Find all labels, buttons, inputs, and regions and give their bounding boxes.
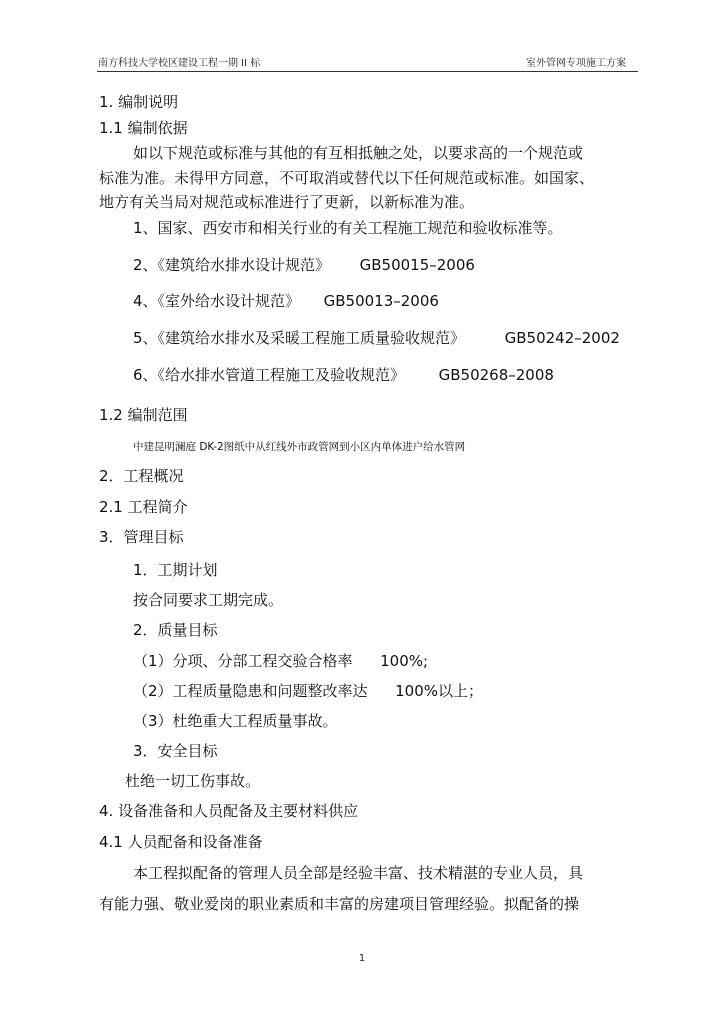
section-4-heading: 4. 设备准备和人员配备及主要材料供应 (99, 802, 359, 820)
paragraph-line: 如以下规范或标准与其他的有互相抵触之处，以要求高的一个规范或 (133, 144, 584, 162)
standard-name: 6、《给水排水管道工程施工及验收规范》 (133, 366, 406, 384)
list-item (133, 291, 439, 311)
scope-description: 中建昆明澜庭 DK-2图纸中从红线外市政管网到小区内单体进户给水管网 (133, 441, 466, 453)
subsection-heading: 2．质量目标 (133, 621, 218, 639)
header-document-title: 室外管网专项施工方案 (526, 58, 626, 69)
subsection-heading: 1．工期计划 (133, 561, 218, 579)
list-item (133, 255, 475, 275)
paragraph-line: 杜绝一切工伤事故。 (125, 772, 261, 790)
list-item (133, 681, 483, 701)
list-item (133, 328, 620, 348)
list-item: 1、国家、西安市和相关行业的有关工程施工规范和验收标准等。 (133, 219, 563, 237)
section-2-heading: 2．工程概况 (99, 467, 184, 485)
section-1-1-heading: 1.1 编制依据 (99, 119, 188, 137)
page-number: 1 (358, 953, 366, 964)
section-4-1-heading: 4.1 人员配备和设备准备 (99, 833, 263, 851)
standard-name: 5、《建筑给水排水及采暖工程施工质量验收规范》 (133, 329, 466, 347)
paragraph-line: 本工程拟配备的管理人员全部是经验丰富、技术精湛的专业人员，具 (133, 864, 584, 882)
standard-name: 4、《室外给水设计规范》 (133, 292, 301, 310)
header-rule (97, 71, 638, 72)
list-item (133, 651, 428, 671)
subsection-heading: 3．安全目标 (133, 742, 218, 760)
standard-name: 2、《建筑给水排水设计规范》 (133, 256, 331, 274)
standard-code: GB50015–2006 (359, 256, 475, 274)
header-project-title: 南方科技大学校区建设工程一期 II 标 (98, 58, 261, 69)
section-2-1-heading: 2.1 工程简介 (99, 498, 188, 516)
standard-code: GB50268–2008 (438, 366, 554, 384)
list-item (133, 365, 554, 385)
section-1-heading: 1. 编制说明 (99, 93, 179, 111)
section-1-2-heading: 1.2 编制范围 (99, 406, 188, 424)
standard-code: GB50013–2006 (323, 292, 439, 310)
paragraph-line: 按合同要求工期完成。 (133, 591, 284, 609)
list-item-value: 100%以上； (395, 682, 483, 700)
standard-code: GB50242–2002 (504, 329, 620, 347)
list-item-text: （1）分项、分部工程交验合格率 (133, 652, 353, 670)
list-item: （3）杜绝重大工程质量事故。 (133, 712, 338, 730)
paragraph-line: 标准为准。未得甲方同意，不可取消或替代以下任何规范或标准。如国家、 (99, 169, 595, 187)
list-item-value: 100%; (380, 652, 429, 670)
paragraph-line: 地方有关当局对规范或标准进行了更新，以新标准为准。 (99, 193, 475, 211)
list-item-text: （2）工程质量隐患和问题整改率达 (133, 682, 368, 700)
paragraph-line: 有能力强、敬业爱岗的职业素质和丰富的房建项目管理经验。拟配备的操 (99, 895, 580, 913)
section-3-heading: 3．管理目标 (99, 528, 184, 546)
